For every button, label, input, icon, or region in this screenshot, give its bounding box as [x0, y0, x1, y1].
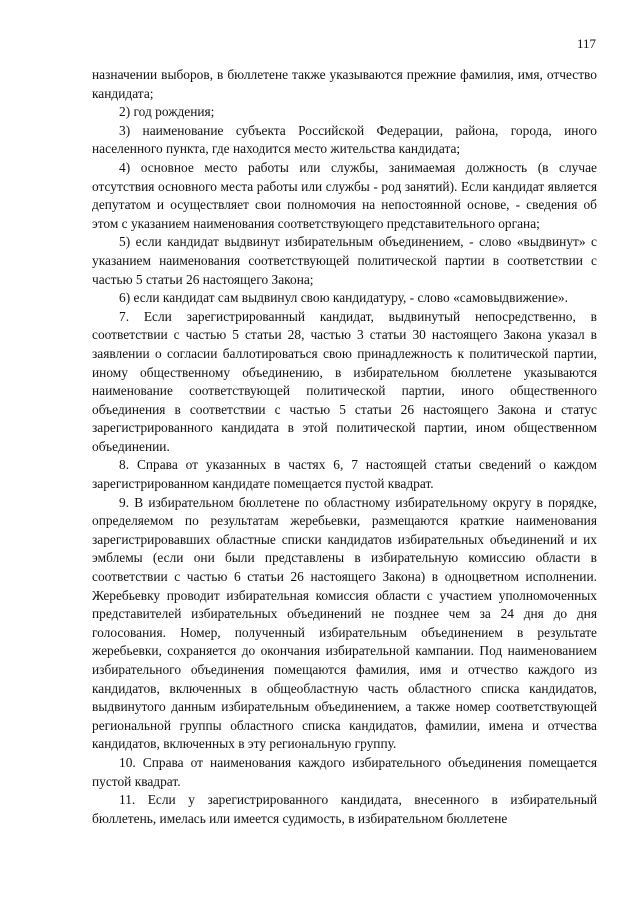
paragraph: назначении выборов, в бюллетене также указываются прежние фамилия, имя, отчество кандидата;	[92, 67, 597, 101]
paragraph: 10. Справа от наименования каждого избирательного объединения помещается пустой квадрат.	[92, 754, 597, 789]
paragraph: 5) если кандидат выдвинут избирательным объединением, - слово «выдвинут» с указанием наименования соответствующей политической партии в соответствии с частью 5 статьи 26 настоящего Закона;	[92, 234, 597, 287]
paragraph: 4) основное место работы или службы, занимаемая должность (в случае отсутствия основного места работы или службы - род занятий). Если кандидат является депутатом и осуществляет свои полномочия на непостоянной основе, - сведения об этом с указанием наименования соответствующего представительного органа;	[92, 159, 597, 231]
paragraph: 3) наименование субъекта Российской Федерации, района, города, иного населенного пункта, где находится место жительства кандидата;	[92, 122, 597, 157]
paragraph: 7. Если зарегистрированный кандидат, выдвинутый непосредственно, в соответствии с частью 5 статьи 28, частью 3 статьи 30 настоящего Закона указал в заявлении о согласии баллотироваться свою принадлежность к политической партии, иному общественному объединению, в избирательном бюллетене указываются наименование соответствующей политической партии, иного общественного объединения в соответствии с частью 5 статьи 26 настоящего Закона и статус зарегистрированного кандидата в этой политической партии, ином общественном объединении.	[92, 308, 597, 454]
paragraph: 8. Справа от указанных в частях 6, 7 настоящей статьи сведений о каждом зарегистрированном кандидате помещается пустой квадрат.	[92, 457, 597, 492]
document-body	[92, 66, 597, 828]
paragraph: 11. Если у зарегистрированного кандидата, внесенного в избирательный бюллетень, имелась или имеется судимость, в избирательном бюллетене	[92, 792, 597, 826]
page-number: 117	[576, 36, 596, 51]
paragraph: 2) год рождения;	[119, 104, 215, 120]
paragraph: 9. В избирательном бюллетене по областному избирательному округу в порядке, определяемом по результатам жеребьевки, размещаются краткие наименования зарегистрировавших областные списки кандидатов избирательных объединений и их эмблемы (если они были представлены в избирательную комиссию области в соответствии с частью 6 статьи 26 настоящего Закона) в одноцветном исполнении. Жеребьевку проводит избирательная комиссия области с участием уполномоченных представителей избирательных объединений не позднее чем за 24 дня до дня голосования. Номер, полученный избирательным объединением в результате жеребьевки, сохраняется до окончания избирательной кампании. Под наименованием избирательного объединения помещаются фамилия, имя и отчество каждого из кандидатов, включенных в общеобластную часть областного списка кандидатов, выдвинутого данным избирательным объединением, а также номер соответствующей региональной группы областного списка кандидатов, фамилии, имена и отчества кандидатов, включенных в эту региональную группу.	[92, 494, 597, 752]
paragraph: 6) если кандидат сам выдвинул свою кандидатуру, - слово «самовыдвижение».	[119, 290, 568, 306]
